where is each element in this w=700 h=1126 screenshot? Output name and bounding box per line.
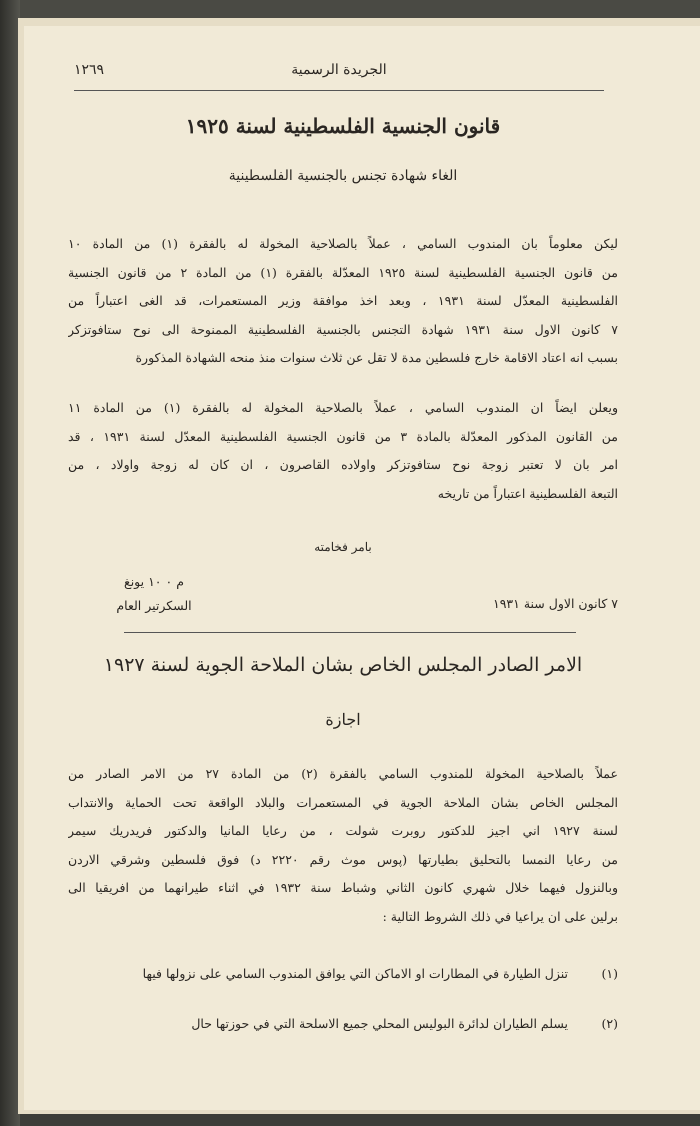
running-header (74, 60, 604, 91)
condition-item-2 (68, 1016, 618, 1031)
condition-text: يسلم الطياران لدائرة البوليس المحلي جميع الاسلحة التي في حوزتها حال (191, 1016, 569, 1031)
condition-number: (١) (601, 966, 618, 981)
condition-number: (٢) (601, 1016, 618, 1031)
journal-title: الجريدة الرسمية (291, 62, 387, 78)
text-line: الفلسطينية المعدّل لسنة ١٩٣١ ، وبعد اخذ موافقة وزير المستعمرات، قد الغى اعتباراً من (68, 293, 618, 308)
section1-paragraph-2 (68, 394, 618, 508)
section2-subtitle: اجازة (325, 710, 361, 729)
text-line: ويعلن ايضاً ان المندوب السامي ، عملاً بالصلاحية المخولة له بالفقرة (١) من المادة ١١ (68, 400, 618, 415)
text-line: ليكن معلوماً بان المندوب السامي ، عملاً بالصلاحية المخولة له بالفقرة (١) من المادة ١٠ (68, 236, 618, 251)
text-line: برلين على ان يراعيا في ذلك الشروط التالية : (382, 908, 618, 924)
text-line: المجلس الخاص بشان الملاحة الجوية في المستعمرات والبلاد الواقعة تحت الحماية والانتداب (68, 794, 618, 810)
by-order-line: بامر فخامته (314, 540, 372, 554)
text-line: عملاً بالصلاحية المخولة للمندوب السامي بالفقرة (٢) من المادة ٢٧ من الامر الصادر من (68, 766, 618, 781)
condition-item-1 (68, 966, 618, 981)
section2-title: الامر الصادر المجلس الخاص بشان الملاحة الجوية لسنة ١٩٢٧ (103, 654, 583, 676)
text-line: من القانون المذكور المعدّلة بالمادة ٣ من قانون الجنسية الفلسطينية المعدّل لسنة ١٩٣١ ، قد (68, 428, 618, 444)
section2-paragraph (68, 760, 618, 931)
text-line: ٧ كانون الاول سنة ١٩٣١ شهادة التجنس بالجنسية الفلسطينية الممنوحة الى نوح ستافوتزكر (68, 321, 618, 337)
section1-title: قانون الجنسية الفلسطينية لسنة ١٩٢٥ (185, 114, 501, 138)
gazette-page (24, 26, 700, 1110)
text-line: وبالنزول فيهما خلال شهري كانون الثاني وشباط سنة ١٩٣٢ في اثناء طيرانهما من افريقيا الى (68, 880, 618, 895)
section-divider (124, 632, 576, 633)
book-spine-edge (0, 0, 20, 1126)
text-line: امر بان لا تعتبر زوجة نوح ستافوتزكر واولاده القاصرون ، ان كان له زوجة واولاد ، من (68, 457, 618, 472)
condition-text: تنزل الطيارة في المطارات او الاماكن التي يوافق المندوب السامي على نزولها فيها (142, 966, 569, 981)
page-number: ١٢٦٩ (74, 62, 105, 78)
text-line: التبعة الفلسطينية اعتباراً من تاريخه (437, 485, 618, 501)
signature-title: السكرتير العام (116, 598, 192, 613)
section1-paragraph-1 (68, 230, 618, 373)
text-line: من قانون الجنسية الفلسطينية لسنة ١٩٢٥ المعدّلة بالفقرة (١) من المادة ٢ من قانون الجنسية (68, 264, 618, 280)
text-line: بسبب انه اعتاد الاقامة خارج فلسطين مدة لا تقل عن ثلاث سنوات منذ منحه الشهادة المذكورة (135, 350, 618, 365)
order-date: ٧ كانون الاول سنة ١٩٣١ (492, 596, 618, 611)
signature-name: م ٠ ١٠ يونغ (124, 574, 184, 589)
text-line: من رعايا النمسا بالتحليق بطيارتها (پوس موث رقم ٢٢٢٠ د) فوق فلسطين وشرقي الاردن (68, 851, 618, 867)
text-line: لسنة ١٩٢٧ اني اجيز للدكتور روبرت شولت ، من رعايا المانيا والدكتور فريدريك سيمر (68, 823, 618, 838)
section1-subtitle: الغاء شهادة تجنس بالجنسية الفلسطينية (228, 168, 458, 184)
